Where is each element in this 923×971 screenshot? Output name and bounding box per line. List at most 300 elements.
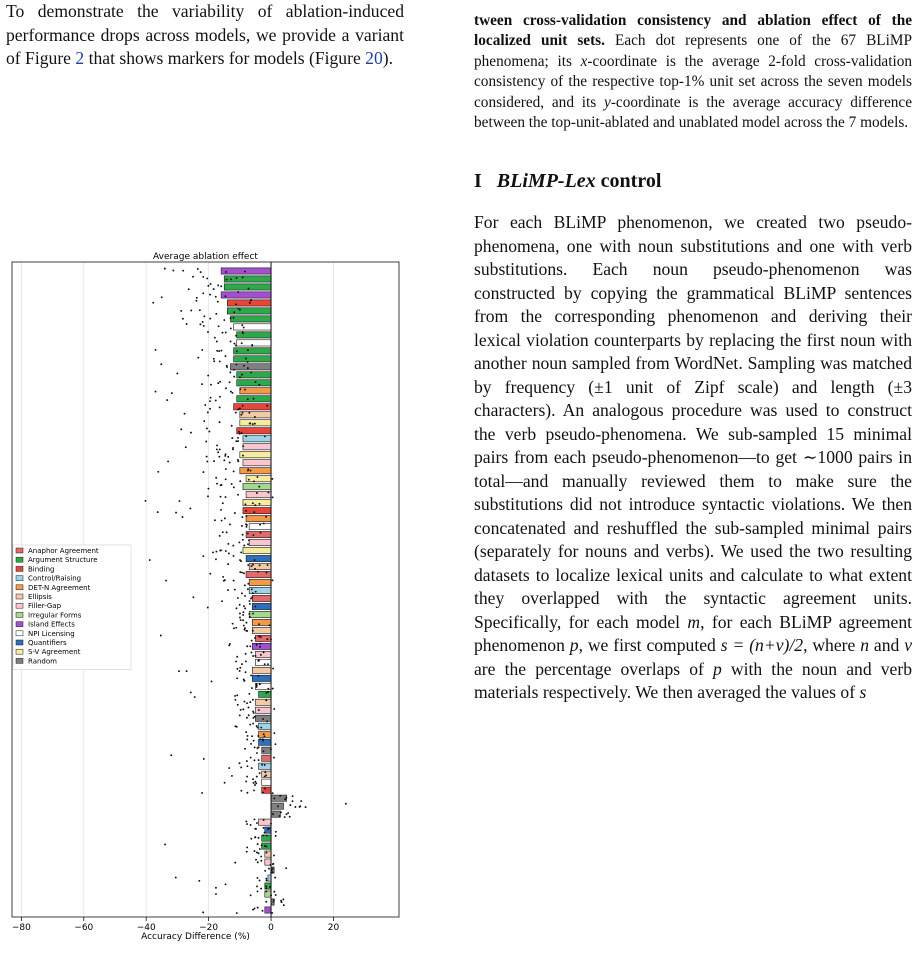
- model-marker: [254, 504, 256, 506]
- model-marker: [257, 907, 259, 909]
- body-text: are the percentage overlaps of: [474, 658, 713, 679]
- model-marker: [239, 559, 241, 561]
- legend-swatch: [16, 640, 23, 645]
- model-marker: [215, 313, 217, 315]
- model-marker: [234, 725, 236, 727]
- model-marker: [164, 268, 166, 270]
- model-marker: [229, 462, 231, 464]
- model-marker: [237, 291, 239, 293]
- model-marker: [229, 381, 231, 383]
- model-marker: [260, 636, 262, 638]
- model-marker: [261, 764, 263, 766]
- body-text: and: [869, 635, 905, 656]
- legend-swatch: [16, 576, 23, 581]
- model-marker: [236, 607, 238, 609]
- model-marker: [248, 539, 250, 541]
- model-marker: [244, 748, 246, 750]
- legend-label: Quantifiers: [28, 639, 67, 647]
- model-marker: [243, 605, 245, 607]
- model-marker: [198, 880, 200, 882]
- model-marker: [252, 723, 254, 725]
- model-marker: [165, 580, 167, 582]
- model-marker: [250, 371, 252, 373]
- bar: [234, 348, 271, 354]
- model-marker: [208, 488, 210, 490]
- bar: [240, 388, 271, 394]
- model-marker: [242, 614, 244, 616]
- model-marker: [254, 423, 256, 425]
- model-marker: [221, 600, 223, 602]
- bar: [246, 492, 271, 498]
- bar: [249, 579, 271, 585]
- model-marker: [252, 534, 254, 536]
- model-marker: [233, 580, 235, 582]
- bar: [224, 284, 271, 290]
- bar: [249, 611, 271, 617]
- model-marker: [190, 432, 192, 434]
- model-marker: [264, 771, 266, 773]
- model-marker: [258, 486, 260, 488]
- model-marker: [272, 668, 274, 670]
- model-marker: [196, 297, 198, 299]
- legend-label: Island Effects: [28, 620, 75, 629]
- model-marker: [220, 496, 222, 498]
- model-marker: [239, 604, 241, 606]
- model-marker: [236, 350, 238, 352]
- model-marker: [275, 835, 277, 837]
- body-math: m: [687, 611, 701, 632]
- model-marker: [272, 579, 274, 581]
- model-marker: [246, 776, 248, 778]
- model-marker: [222, 576, 224, 578]
- model-marker: [260, 860, 262, 862]
- model-marker: [242, 405, 244, 407]
- bar: [262, 779, 271, 785]
- model-marker: [300, 800, 302, 802]
- model-marker: [252, 630, 254, 632]
- body-text: , for each BLiMP agreement phenomenon: [474, 611, 913, 656]
- model-marker: [201, 349, 203, 351]
- model-marker: [256, 822, 258, 824]
- model-marker: [257, 675, 259, 677]
- model-marker: [246, 739, 248, 741]
- model-marker: [229, 371, 231, 373]
- model-marker: [244, 595, 246, 597]
- model-marker: [240, 709, 242, 711]
- caption-text: Each dot represents one of the 67 BLiMP phenomena; its: [474, 32, 912, 70]
- model-marker: [216, 448, 218, 450]
- model-marker: [202, 292, 204, 294]
- model-marker: [242, 611, 244, 613]
- caption-math: y: [604, 93, 611, 111]
- model-marker: [286, 813, 288, 815]
- model-marker: [259, 503, 261, 505]
- model-marker: [202, 276, 204, 278]
- bar: [255, 707, 271, 713]
- model-marker: [246, 645, 248, 647]
- model-marker: [216, 350, 218, 352]
- model-marker: [227, 589, 229, 591]
- model-marker: [246, 760, 248, 762]
- model-marker: [258, 384, 260, 386]
- model-marker: [264, 845, 266, 847]
- model-marker: [287, 812, 289, 814]
- model-marker: [231, 775, 233, 777]
- x-axis-label: Accuracy Difference (%): [141, 932, 250, 942]
- model-marker: [250, 824, 252, 826]
- model-marker: [254, 781, 256, 783]
- body-math: p: [569, 635, 579, 656]
- model-marker: [245, 503, 247, 505]
- figure-20-link[interactable]: 20: [365, 48, 383, 68]
- model-marker: [209, 318, 211, 320]
- model-marker: [223, 459, 225, 461]
- model-marker: [223, 580, 225, 582]
- model-marker: [279, 795, 281, 797]
- model-marker: [256, 725, 258, 727]
- model-marker: [267, 688, 269, 690]
- model-marker: [242, 708, 244, 710]
- bar: [252, 627, 271, 633]
- model-marker: [266, 638, 268, 640]
- model-marker: [245, 671, 247, 673]
- model-marker: [266, 835, 268, 837]
- model-marker: [266, 405, 268, 407]
- model-marker: [256, 492, 258, 494]
- model-marker: [209, 294, 211, 296]
- model-marker: [305, 806, 307, 808]
- model-marker: [254, 559, 256, 561]
- model-marker: [275, 831, 277, 833]
- model-marker: [171, 392, 173, 394]
- section-title: control: [595, 170, 662, 193]
- bar: [255, 635, 271, 641]
- model-marker: [249, 603, 251, 605]
- bar: [246, 476, 271, 482]
- model-marker: [279, 815, 281, 817]
- model-marker: [250, 743, 252, 745]
- model-marker: [260, 856, 262, 858]
- model-marker: [225, 453, 227, 455]
- model-marker: [248, 479, 250, 481]
- model-marker: [217, 284, 219, 286]
- model-marker: [219, 421, 221, 423]
- model-marker: [216, 444, 218, 446]
- model-marker: [202, 321, 204, 323]
- model-marker: [254, 637, 256, 639]
- model-marker: [247, 588, 249, 590]
- model-marker: [269, 624, 271, 626]
- model-marker: [240, 766, 242, 768]
- model-marker: [197, 357, 199, 359]
- model-marker: [213, 460, 215, 462]
- model-marker: [252, 909, 254, 911]
- model-marker: [251, 344, 253, 346]
- model-marker: [262, 834, 264, 836]
- model-marker: [225, 271, 227, 273]
- model-marker: [247, 735, 249, 737]
- model-marker: [203, 315, 205, 317]
- model-marker: [345, 803, 347, 805]
- model-marker: [265, 516, 267, 518]
- model-marker: [208, 431, 210, 433]
- model-marker: [215, 400, 217, 402]
- legend-label: NPI Licensing: [28, 629, 75, 638]
- model-marker: [249, 645, 251, 647]
- model-marker: [225, 550, 227, 552]
- model-marker: [207, 375, 209, 377]
- model-marker: [207, 331, 209, 333]
- model-marker: [252, 592, 254, 594]
- figure-2-link[interactable]: 2: [75, 48, 85, 68]
- model-marker: [259, 772, 261, 774]
- model-marker: [253, 480, 255, 482]
- bar: [259, 723, 271, 729]
- model-marker: [244, 389, 246, 391]
- model-marker: [245, 510, 247, 512]
- model-marker: [251, 588, 253, 590]
- model-marker: [155, 349, 157, 351]
- bar: [243, 460, 271, 466]
- model-marker: [204, 404, 206, 406]
- model-marker: [206, 456, 208, 458]
- model-marker: [195, 300, 197, 302]
- model-marker: [233, 470, 235, 472]
- model-marker: [258, 852, 260, 854]
- model-marker: [246, 526, 248, 528]
- model-marker: [247, 532, 249, 534]
- model-marker: [224, 517, 226, 519]
- model-marker: [258, 623, 260, 625]
- x-tick-label: −60: [74, 923, 94, 933]
- bar: [243, 444, 271, 450]
- model-marker: [185, 446, 187, 448]
- model-marker: [256, 877, 258, 879]
- section-heading: [474, 170, 912, 193]
- model-marker: [285, 797, 287, 799]
- model-marker: [265, 699, 267, 701]
- model-marker: [255, 828, 257, 830]
- bar: [252, 643, 271, 649]
- legend-swatch: [16, 548, 23, 553]
- x-tick-label: −20: [199, 923, 219, 933]
- model-marker: [161, 296, 163, 298]
- model-marker: [233, 317, 235, 319]
- model-marker: [180, 310, 182, 312]
- model-marker: [262, 910, 264, 912]
- model-marker: [215, 296, 217, 298]
- model-marker: [273, 732, 275, 734]
- model-marker: [233, 486, 235, 488]
- model-marker: [239, 667, 241, 669]
- bar: [265, 827, 271, 833]
- bar: [259, 691, 271, 697]
- model-marker: [252, 699, 254, 701]
- model-marker: [259, 564, 261, 566]
- model-marker: [225, 496, 227, 498]
- bar: [252, 675, 271, 681]
- model-marker: [160, 363, 162, 365]
- model-marker: [236, 668, 238, 670]
- model-marker: [248, 613, 250, 615]
- model-marker: [245, 435, 247, 437]
- bar: [237, 332, 271, 338]
- model-marker: [190, 309, 192, 311]
- model-marker: [224, 782, 226, 784]
- model-marker: [248, 693, 250, 695]
- paragraph-text: that shows markers for models (Figure: [84, 48, 366, 68]
- model-marker: [245, 780, 247, 782]
- model-marker: [254, 759, 256, 761]
- model-marker: [262, 718, 264, 720]
- model-marker: [252, 778, 254, 780]
- model-marker: [218, 350, 220, 352]
- model-marker: [247, 470, 249, 472]
- model-marker: [206, 460, 208, 462]
- model-marker: [215, 893, 217, 895]
- model-marker: [247, 564, 249, 566]
- model-marker: [255, 381, 257, 383]
- model-marker: [273, 757, 275, 759]
- model-marker: [264, 435, 266, 437]
- model-marker: [203, 325, 205, 327]
- legend-swatch: [16, 649, 23, 654]
- model-marker: [283, 904, 285, 906]
- model-marker: [194, 696, 196, 698]
- bar: [221, 268, 271, 274]
- model-marker: [277, 805, 279, 807]
- model-marker: [237, 408, 239, 410]
- model-marker: [178, 500, 180, 502]
- model-marker: [230, 327, 232, 329]
- model-marker: [233, 311, 235, 313]
- model-marker: [265, 775, 267, 777]
- bar: [259, 819, 271, 825]
- model-marker: [213, 288, 215, 290]
- model-marker: [253, 511, 255, 513]
- model-marker: [219, 381, 221, 383]
- model-marker: [214, 519, 216, 521]
- model-marker: [254, 746, 256, 748]
- model-marker: [227, 543, 229, 545]
- model-marker: [257, 735, 259, 737]
- model-marker: [210, 384, 212, 386]
- model-marker: [252, 655, 254, 657]
- model-marker: [225, 468, 227, 470]
- model-marker: [237, 704, 239, 706]
- model-marker: [263, 735, 265, 737]
- paragraph-text: ).: [382, 48, 394, 68]
- model-marker: [257, 747, 259, 749]
- model-marker: [243, 327, 245, 329]
- model-marker: [247, 583, 249, 585]
- legend-swatch: [16, 566, 23, 571]
- model-marker: [241, 324, 243, 326]
- bar: [230, 316, 271, 322]
- section-title-italic: BLiMP-Lex: [496, 170, 596, 193]
- model-marker: [222, 332, 224, 334]
- model-marker: [259, 524, 261, 526]
- model-marker: [272, 871, 274, 873]
- model-marker: [292, 800, 294, 802]
- model-marker: [230, 278, 232, 280]
- model-marker: [261, 844, 263, 846]
- model-marker: [243, 365, 245, 367]
- model-marker: [267, 691, 269, 693]
- model-marker: [232, 545, 234, 547]
- model-marker: [273, 899, 275, 901]
- model-marker: [237, 597, 239, 599]
- body-text: , where: [803, 635, 861, 656]
- model-marker: [226, 366, 228, 368]
- model-marker: [240, 790, 242, 792]
- model-marker: [184, 413, 186, 415]
- model-marker: [214, 337, 216, 339]
- model-marker: [176, 373, 178, 375]
- model-marker: [225, 331, 227, 333]
- model-marker: [250, 300, 252, 302]
- model-marker: [251, 767, 253, 769]
- model-marker: [219, 360, 221, 362]
- model-marker: [258, 837, 260, 839]
- bar: [243, 508, 271, 514]
- model-marker: [202, 911, 204, 913]
- model-marker: [239, 376, 241, 378]
- caption-bold: tween cross-validation consistency and ablation effect of the localized unit sets.: [474, 12, 912, 50]
- model-marker: [242, 276, 244, 278]
- body-formula: s = (n+v)/2: [720, 635, 804, 656]
- caption-text: -coordinate is the average 2-fold cross-validation consistency of the respective top-1% unit set across the seven models considered, and its: [474, 52, 912, 111]
- bar: [240, 420, 271, 426]
- model-marker: [268, 827, 270, 829]
- model-marker: [245, 731, 247, 733]
- legend-label: Control/Raising: [28, 574, 82, 583]
- model-marker: [222, 502, 224, 504]
- bar: [243, 547, 271, 553]
- model-marker: [205, 441, 207, 443]
- model-marker: [239, 388, 241, 390]
- model-marker: [236, 677, 238, 679]
- model-marker: [236, 656, 238, 658]
- model-marker: [240, 619, 242, 621]
- model-marker: [246, 622, 248, 624]
- model-marker: [245, 515, 247, 517]
- model-marker: [241, 592, 243, 594]
- model-marker: [182, 318, 184, 320]
- model-marker: [272, 792, 274, 794]
- model-marker: [265, 885, 267, 887]
- model-marker: [145, 500, 147, 502]
- model-marker: [239, 714, 241, 716]
- model-marker: [247, 367, 249, 369]
- model-marker: [252, 564, 254, 566]
- model-marker: [224, 295, 226, 297]
- model-marker: [235, 412, 237, 414]
- model-marker: [225, 355, 227, 357]
- model-marker: [228, 767, 230, 769]
- model-marker: [250, 838, 252, 840]
- model-marker: [202, 555, 204, 557]
- model-marker: [242, 445, 244, 447]
- model-marker: [234, 699, 236, 701]
- model-marker: [242, 412, 244, 414]
- model-marker: [189, 508, 191, 510]
- model-marker: [235, 627, 237, 629]
- model-marker: [257, 861, 259, 863]
- model-marker: [200, 271, 202, 273]
- bar: [243, 500, 271, 506]
- model-marker: [215, 477, 217, 479]
